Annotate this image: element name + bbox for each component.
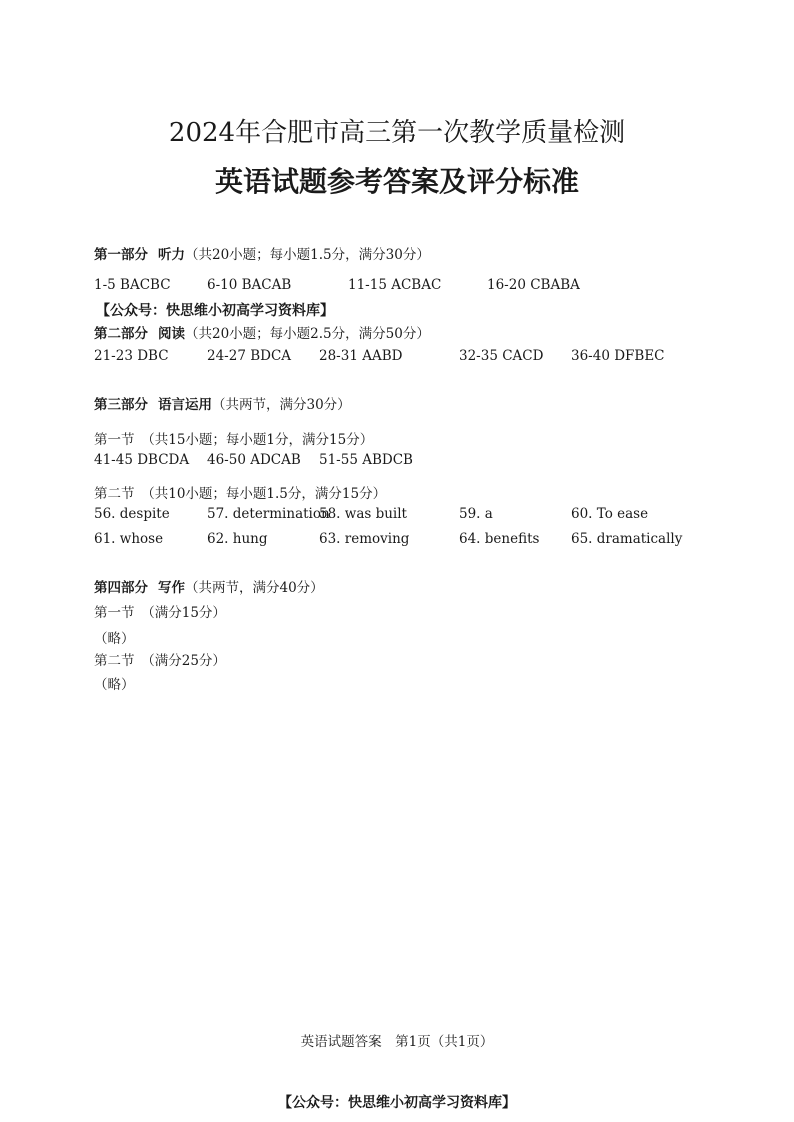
- part2-answer-5: 36-40 DFBEC: [571, 348, 665, 364]
- part1-answer-4: 16-20 CBABA: [487, 277, 580, 293]
- part3-s1-answer-2: 46-50 ADCAB: [207, 452, 301, 468]
- part3-name: 第三部分: [94, 397, 148, 413]
- part3-heading: [94, 393, 351, 413]
- part3-s2-row1-item-3: 58. was built: [319, 506, 407, 522]
- part4-desc: （共两节，满分40分）: [185, 580, 324, 596]
- part1-heading: [94, 243, 430, 263]
- part2-answer-3: 28-31 AABD: [319, 348, 403, 364]
- part2-heading: [94, 322, 430, 342]
- part2-answer-4: 32-35 CACD: [459, 348, 544, 364]
- document-subtitle: 英语试题参考答案及评分标准: [214, 165, 579, 198]
- part4-topic: 写作: [158, 580, 185, 596]
- part3-s2-row2-item-3: 63. removing: [319, 531, 410, 547]
- part3-s2-row1-item-2: 57. determination: [207, 506, 330, 522]
- part3-s2-row2-item-5: 65. dramatically: [571, 531, 683, 547]
- part1-topic: 听力: [158, 247, 185, 263]
- part4-heading: [94, 576, 324, 596]
- part3-s2-row2-item-2: 62. hung: [207, 531, 268, 547]
- part1-answer-2: 6-10 BACAB: [207, 277, 292, 293]
- part4-section2-title: 第二节 （满分25分）: [94, 653, 226, 669]
- part3-s1-answer-3: 51-55 ABDCB: [319, 452, 413, 468]
- part3-s2-row1-item-5: 60. To ease: [571, 506, 649, 522]
- watermark-text: 【公众号：快思维小初高学习资料库】: [96, 303, 334, 319]
- part3-s2-row2-item-4: 64. benefits: [459, 531, 540, 547]
- part2-answer-2: 24-27 BDCA: [207, 348, 292, 364]
- part3-section1-title: 第一节 （共15小题；每小题1分，满分15分）: [94, 432, 374, 448]
- part1-answer-1: 1-5 BACBC: [94, 277, 171, 293]
- part1-name: 第一部分: [94, 247, 148, 263]
- page-footer: 英语试题答案 第1页（共1页）: [300, 1034, 494, 1050]
- part3-desc: （共两节，满分30分）: [212, 397, 351, 413]
- part2-topic: 阅读: [158, 326, 185, 342]
- part4-name: 第四部分: [94, 580, 148, 596]
- part2-answer-1: 21-23 DBC: [94, 348, 169, 364]
- part1-desc: （共20小题；每小题1.5分，满分30分）: [185, 247, 430, 263]
- document-title: 2024年合肥市高三第一次教学质量检测: [168, 118, 626, 148]
- part3-section2-title: 第二节 （共10小题；每小题1.5分，满分15分）: [94, 486, 387, 502]
- part3-topic: 语言运用: [158, 397, 212, 413]
- part2-name: 第二部分: [94, 326, 148, 342]
- part3-s2-row1-item-4: 59. a: [459, 506, 493, 522]
- part3-s2-row1-item-1: 56. despite: [94, 506, 170, 522]
- footer-watermark: 【公众号：快思维小初高学习资料库】: [278, 1095, 516, 1111]
- part3-s1-answer-1: 41-45 DBCDA: [94, 452, 190, 468]
- part4-section1-body: （略）: [94, 631, 135, 647]
- part3-s2-row2-item-1: 61. whose: [94, 531, 164, 547]
- part4-section2-body: （略）: [94, 677, 135, 693]
- part2-desc: （共20小题；每小题2.5分，满分50分）: [185, 326, 430, 342]
- part1-answer-3: 11-15 ACBAC: [348, 277, 442, 293]
- part4-section1-title: 第一节 （满分15分）: [94, 605, 226, 621]
